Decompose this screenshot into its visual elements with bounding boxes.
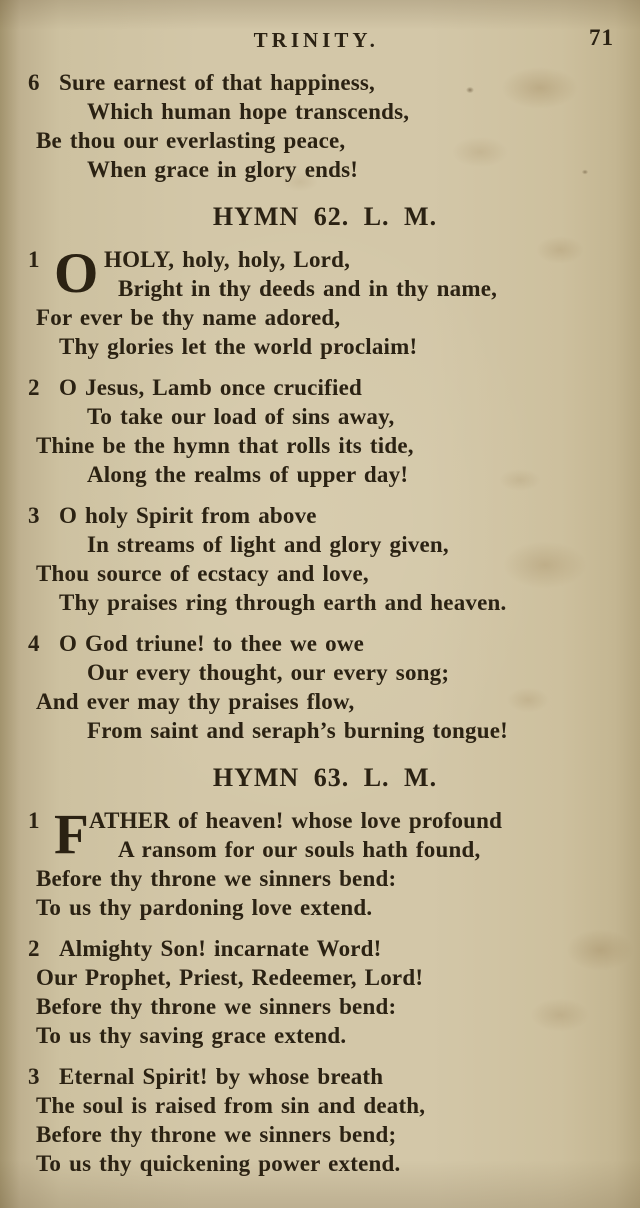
verse-line: To us thy saving grace extend.: [36, 1023, 347, 1048]
verse-number: 1: [28, 808, 40, 833]
drop-cap-letter: O: [54, 242, 99, 305]
verse: [28, 373, 622, 489]
running-head: TRINITY.: [253, 28, 379, 52]
page-number: 71: [589, 25, 614, 50]
verse-number: 6: [28, 70, 40, 95]
verse-line: Our Prophet, Priest, Redeemer, Lord!: [36, 965, 424, 990]
verse-line: Our every thought, our every song;: [87, 660, 450, 685]
verse-line: When grace in glory ends!: [87, 157, 359, 182]
verse-line: HOLY, holy, holy, Lord,: [104, 247, 351, 272]
verse-line: Thy glories let the world proclaim!: [59, 334, 418, 359]
verse-number: 1: [28, 247, 40, 272]
verse-number: 2: [28, 375, 40, 400]
verse: [28, 803, 622, 922]
verse-line: To us thy quickening power extend.: [36, 1151, 401, 1176]
verse-line: ATHER of heaven! whose love profound: [89, 808, 503, 833]
verse: [28, 501, 622, 617]
verse-line: O God triune! to thee we owe: [59, 631, 365, 656]
verse-line: O holy Spirit from above: [59, 503, 317, 528]
verse-line: The soul is raised from sin and death,: [36, 1093, 426, 1118]
verse-number: 4: [28, 631, 40, 656]
verse-line: O Jesus, Lamb once crucified: [59, 375, 362, 400]
verse: [28, 68, 622, 184]
verse-number: 2: [28, 936, 40, 961]
verse-line: In streams of light and glory given,: [87, 532, 449, 557]
verse-line: Bright in thy deeds and in thy name,: [118, 276, 498, 301]
verse: [28, 242, 622, 361]
verse-line: To take our load of sins away,: [87, 404, 395, 429]
hymn-heading: HYMN 63. L. M.: [212, 763, 438, 792]
verse-line: From saint and seraph’s burning tongue!: [87, 718, 509, 743]
verse-line: For ever be thy name adored,: [36, 305, 341, 330]
drop-cap-letter: F: [54, 803, 89, 866]
verse-line: Which human hope transcends,: [87, 99, 410, 124]
verse-line: Eternal Spirit! by whose breath: [59, 1064, 384, 1089]
verse-line: A ransom for our souls hath found,: [118, 837, 481, 862]
verse-line: To us thy pardoning love extend.: [36, 895, 373, 920]
page-header: [0, 0, 640, 66]
verse-number: 3: [28, 503, 40, 528]
verse: [28, 629, 622, 745]
verse-line: Sure earnest of that happiness,: [59, 70, 375, 95]
verse-number: 3: [28, 1064, 40, 1089]
verse-line: Thine be the hymn that rolls its tide,: [36, 433, 414, 458]
verse-line: Before thy throne we sinners bend;: [36, 1122, 397, 1147]
verse-line: Before thy throne we sinners bend:: [36, 994, 397, 1019]
verse: [28, 934, 622, 1050]
verse: [28, 1062, 622, 1178]
verse-line: Thy praises ring through earth and heaven.: [59, 590, 507, 615]
verse-line: Along the realms of upper day!: [87, 462, 409, 487]
verse-line: Thou source of ecstacy and love,: [36, 561, 369, 586]
hymn-content: [0, 66, 640, 1178]
verse-line: Be thou our everlasting peace,: [36, 128, 346, 153]
verse-line: And ever may thy praises flow,: [36, 689, 355, 714]
verse-line: Before thy throne we sinners bend:: [36, 866, 397, 891]
verse-line: Almighty Son! incarnate Word!: [59, 936, 382, 961]
hymn-heading: HYMN 62. L. M.: [212, 202, 438, 231]
